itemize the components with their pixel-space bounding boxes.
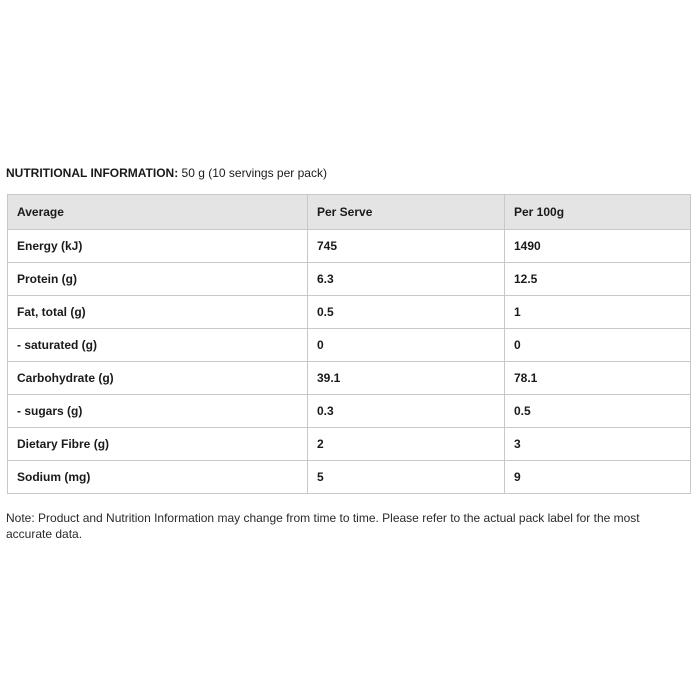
per-serve-value: 0.3	[308, 395, 505, 428]
header-per-serve: Per Serve	[308, 195, 505, 230]
nutrient-label: Protein (g)	[8, 263, 308, 296]
nutrition-heading-lead: NUTRITIONAL INFORMATION:	[6, 166, 179, 180]
disclaimer-note: Note: Product and Nutrition Information may change from time to time. Please refer to the actual pack label for the most accurate data.	[6, 511, 640, 541]
table-row	[8, 395, 691, 428]
per-serve-value: 2	[308, 428, 505, 461]
table-row	[8, 230, 691, 263]
nutrient-label: - sugars (g)	[8, 395, 308, 428]
nutrient-label: Carbohydrate (g)	[8, 362, 308, 395]
per-serve-value: 0.5	[308, 296, 505, 329]
per-serve-value: 0	[308, 329, 505, 362]
nutrient-label: Fat, total (g)	[8, 296, 308, 329]
table-row	[8, 428, 691, 461]
nutrition-heading	[6, 165, 327, 181]
table-row	[8, 329, 691, 362]
per-100g-value: 0.5	[505, 395, 691, 428]
table-row	[8, 263, 691, 296]
per-100g-value: 1	[505, 296, 691, 329]
per-100g-value: 3	[505, 428, 691, 461]
per-100g-value: 78.1	[505, 362, 691, 395]
table-row	[8, 461, 691, 494]
per-100g-value: 9	[505, 461, 691, 494]
per-100g-value: 0	[505, 329, 691, 362]
per-serve-value: 5	[308, 461, 505, 494]
nutrition-table	[7, 194, 691, 494]
nutrient-label: Energy (kJ)	[8, 230, 308, 263]
per-100g-value: 1490	[505, 230, 691, 263]
table-header-row	[8, 195, 691, 230]
per-100g-value: 12.5	[505, 263, 691, 296]
per-serve-value: 745	[308, 230, 505, 263]
table-row	[8, 296, 691, 329]
per-serve-value: 6.3	[308, 263, 505, 296]
nutrient-label: Sodium (mg)	[8, 461, 308, 494]
per-serve-value: 39.1	[308, 362, 505, 395]
nutrient-label: Dietary Fibre (g)	[8, 428, 308, 461]
table-row	[8, 362, 691, 395]
nutrient-label: - saturated (g)	[8, 329, 308, 362]
nutrition-heading-detail: 50 g (10 servings per pack)	[178, 166, 327, 180]
header-average: Average	[8, 195, 308, 230]
header-per-100g: Per 100g	[505, 195, 691, 230]
